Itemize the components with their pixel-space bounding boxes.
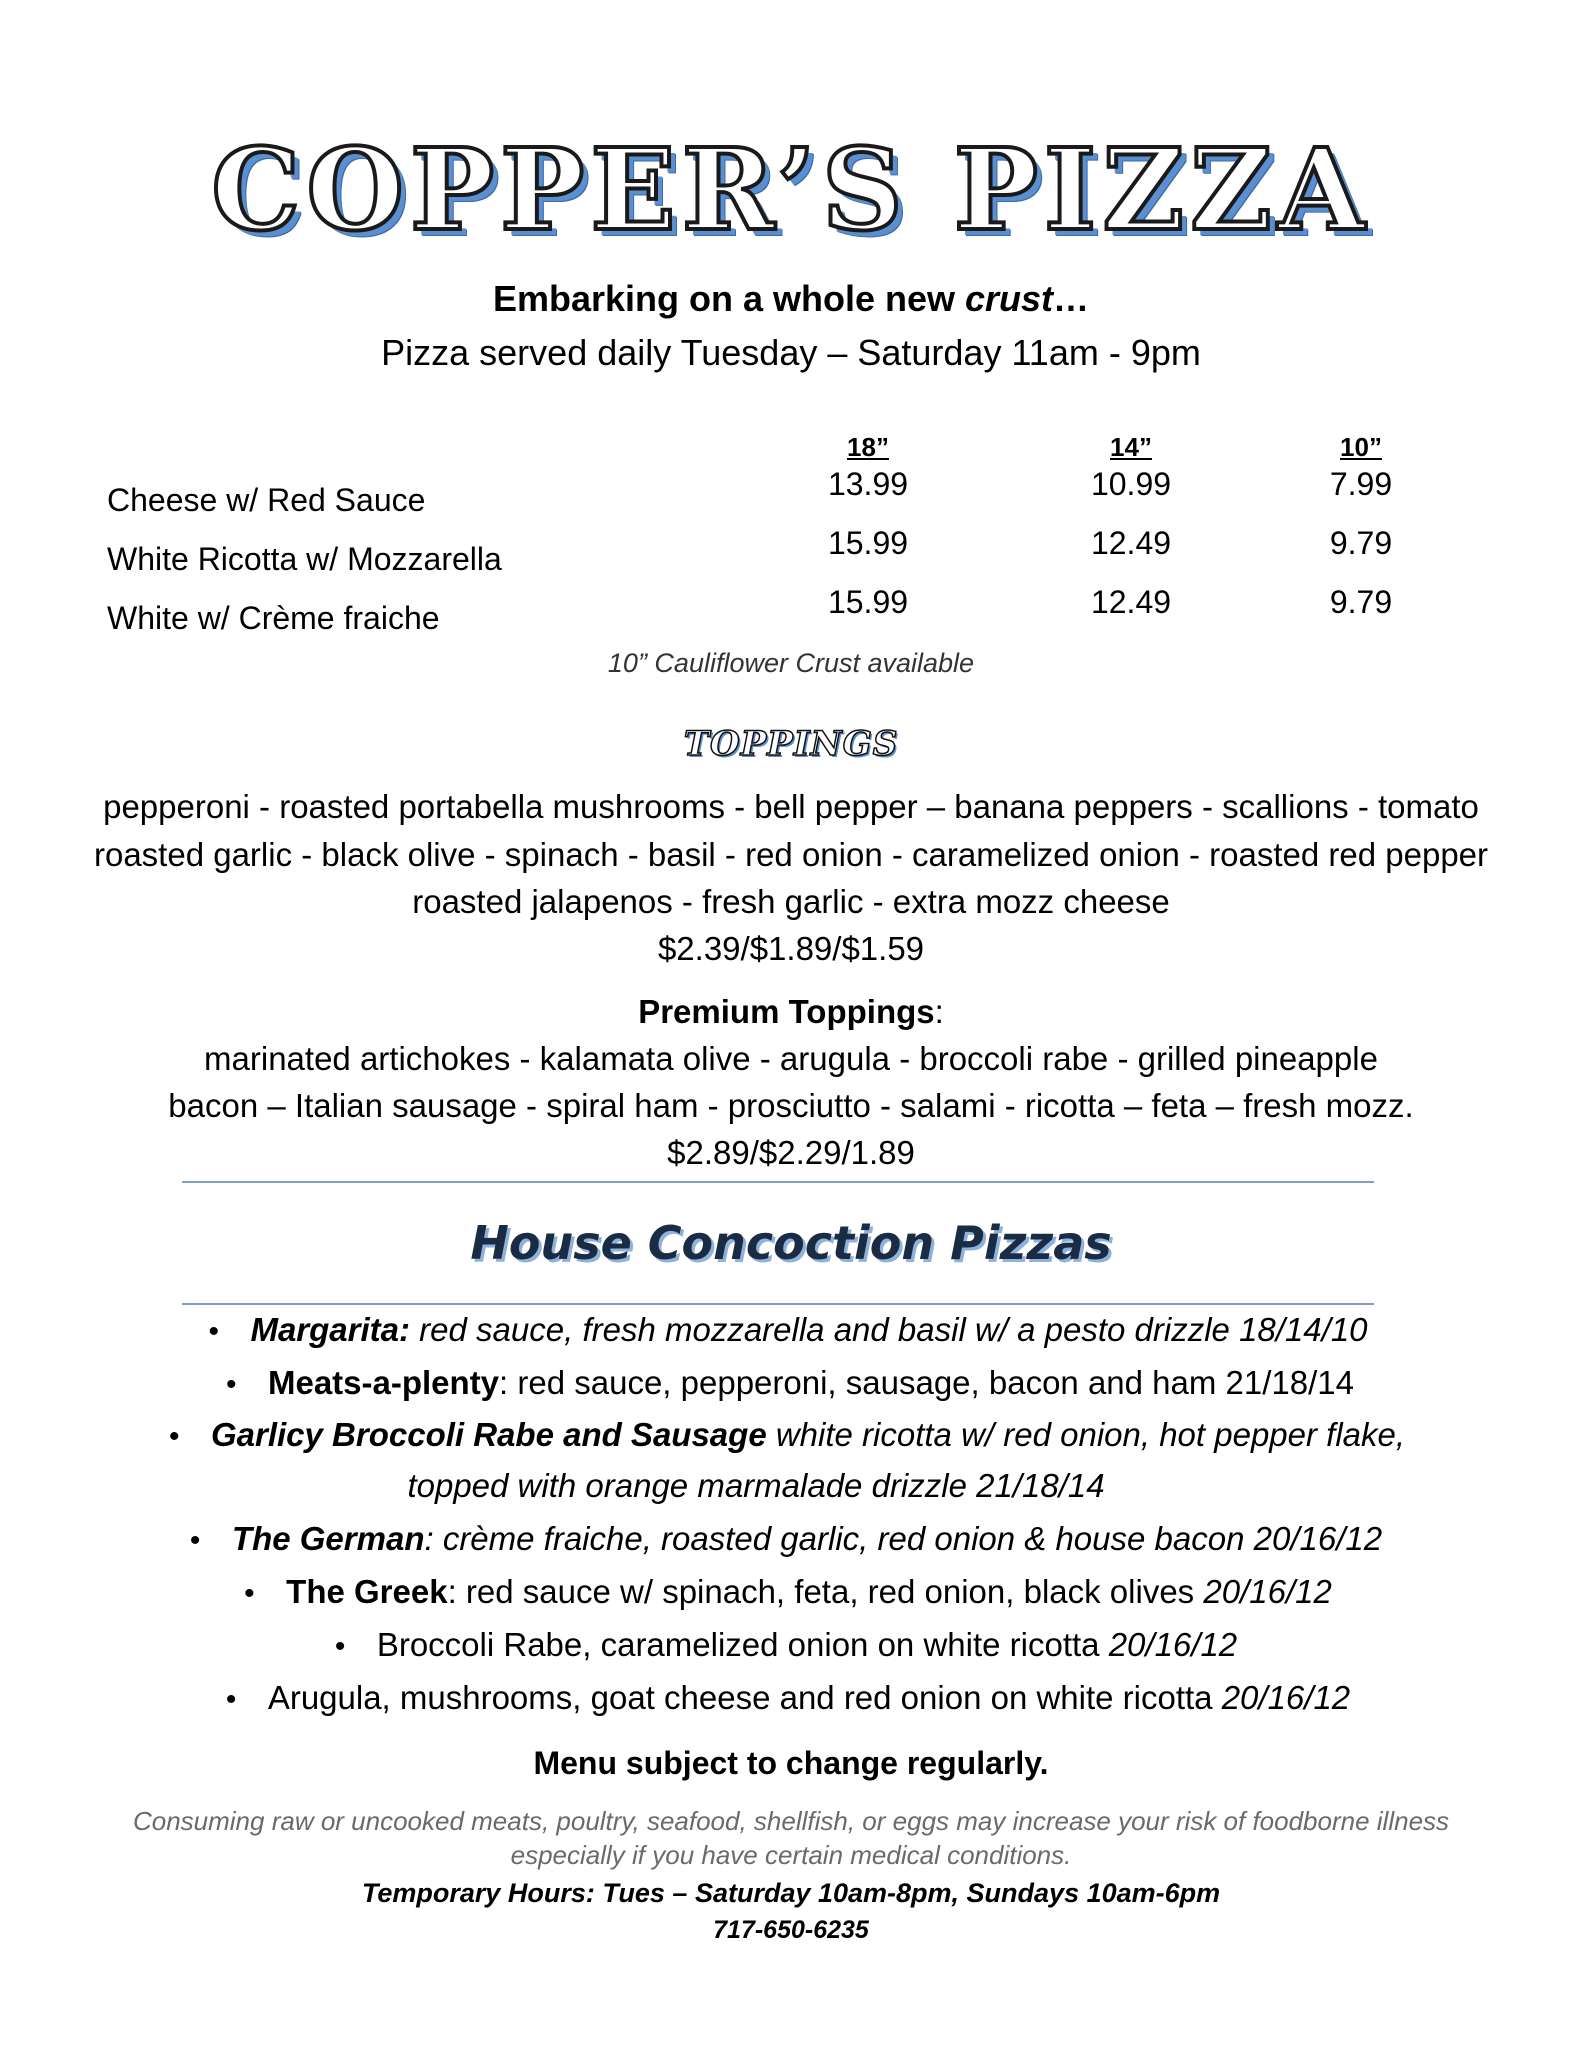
house-pizza-item	[0, 1416, 1578, 1454]
tagline	[0, 278, 1582, 320]
house-pizza-desc: Arugula, mushrooms, goat cheese and red onion on white ricotta	[267, 1679, 1222, 1716]
toppings-title: TOPPINGS	[683, 724, 899, 764]
toppings-line: pepperoni - roasted portabella mushrooms - bell pepper – banana peppers - scallions - tomato	[103, 788, 1479, 825]
bullet-icon: •	[168, 1420, 180, 1453]
pizza-name-cheese: Cheese w/ Red Sauce	[107, 482, 426, 518]
house-pizza-desc: white ricotta w/ red onion, hot pepper flake,	[766, 1416, 1406, 1453]
serving-hours: Pizza served daily Tuesday – Saturday 11am - 9pm	[381, 332, 1201, 373]
bullet-icon: •	[225, 1368, 237, 1401]
price-creme-10: 9.79	[1329, 584, 1393, 620]
bullet-icon: •	[225, 1683, 237, 1716]
price-cheese-18: 13.99	[827, 466, 909, 502]
divider-bottom	[182, 1303, 1374, 1305]
price-ricotta-18: 15.99	[827, 525, 909, 561]
house-pizza-name: The German	[231, 1520, 425, 1557]
house-pizza-name: Garlicy Broccoli Rabe and Sausage	[210, 1416, 767, 1453]
tagline-italic: crust	[965, 278, 1054, 319]
tagline-prefix: Embarking on a whole new	[492, 278, 966, 319]
bullet-icon: •	[208, 1315, 219, 1348]
temporary-hours: Temporary Hours: Tues – Saturday 10am-8pm, Sundays 10am-6pm	[361, 1878, 1221, 1908]
divider-top	[182, 1181, 1374, 1183]
premium-toppings-line: marinated artichokes - kalamata olive - arugula - broccoli rabe - grilled pineapple	[204, 1040, 1378, 1077]
house-pizza-desc: : red sauce w/ spinach, feta, red onion, black olives	[447, 1573, 1204, 1610]
house-pizza-desc: red sauce, fresh mozzarella and basil w/ a pesto drizzle 18/14/10	[410, 1311, 1368, 1348]
pizza-name-white-ricotta: White Ricotta w/ Mozzarella	[107, 541, 502, 577]
house-pizza-name: Margarita:	[250, 1311, 411, 1348]
house-pizzas-title: House Concoction Pizzas	[470, 1216, 1112, 1270]
house-pizza-desc: : red sauce, pepperoni, sausage, bacon and ham 21/18/14	[499, 1364, 1355, 1401]
premium-toppings-label: Premium Toppings	[638, 993, 935, 1030]
house-pizza-item	[0, 1364, 1581, 1402]
house-pizza-item	[0, 1311, 1579, 1349]
house-pizza-price: 20/16/12	[1108, 1626, 1238, 1663]
house-pizza-price: 20/16/12	[1203, 1573, 1332, 1610]
size-header-14: 14”	[1110, 432, 1152, 462]
toppings-price: $2.39/$1.89/$1.59	[657, 930, 925, 967]
bullet-icon: •	[334, 1630, 346, 1663]
size-header-18: 18”	[847, 432, 889, 462]
house-pizza-price: 20/16/12	[1221, 1679, 1351, 1716]
menu-change-notice: Menu subject to change regularly.	[533, 1745, 1049, 1781]
food-safety-warning: Consuming raw or uncooked meats, poultry, seafood, shellfish, or eggs may increase your risk of foodborne illness	[132, 1806, 1450, 1836]
premium-toppings-colon: :	[934, 993, 944, 1030]
size-header-10: 10”	[1340, 432, 1382, 462]
premium-toppings-price: $2.89/$2.29/1.89	[667, 1134, 915, 1171]
price-creme-18: 15.99	[827, 584, 909, 620]
price-cheese-14: 10.99	[1090, 466, 1172, 502]
toppings-line: roasted jalapenos - fresh garlic - extra mozz cheese	[412, 883, 1170, 920]
pizza-name-creme-fraiche: White w/ Crème fraiche	[107, 600, 440, 636]
house-pizza-name: The Greek	[286, 1573, 448, 1610]
house-pizza-item	[0, 1520, 1577, 1558]
house-pizza-name: Meats-a-plenty	[267, 1364, 500, 1401]
price-ricotta-10: 9.79	[1329, 525, 1393, 561]
house-pizza-item	[0, 1679, 1579, 1717]
price-cheese-10: 7.99	[1329, 466, 1393, 502]
premium-toppings-line: bacon – Italian sausage - spiral ham - prosciutto - salami - ricotta – feta – fresh mozz.	[168, 1087, 1414, 1124]
toppings-line: roasted garlic - black olive - spinach - basil - red onion - caramelized onion - roasted red pepper	[93, 836, 1489, 873]
food-safety-warning: especially if you have certain medical conditions.	[510, 1840, 1072, 1870]
premium-toppings-heading	[0, 993, 1582, 1031]
bullet-icon: •	[244, 1577, 255, 1610]
price-ricotta-14: 12.49	[1090, 525, 1172, 561]
bullet-icon: •	[189, 1524, 201, 1557]
restaurant-title: COPPER’S PIZZA	[211, 125, 1371, 256]
price-creme-14: 12.49	[1090, 584, 1172, 620]
house-pizza-desc-continued: topped with orange marmalade drizzle 21/18/14	[407, 1467, 1105, 1504]
phone-number: 717-650-6235	[713, 1916, 869, 1944]
house-pizza-item	[0, 1626, 1577, 1664]
house-pizza-desc: Broccoli Rabe, caramelized onion on white ricotta	[376, 1626, 1109, 1663]
tagline-suffix: …	[1053, 278, 1090, 319]
house-pizza-item	[0, 1573, 1579, 1611]
house-pizza-desc: : crème fraiche, roasted garlic, red onion & house bacon 20/16/12	[424, 1520, 1383, 1557]
cauliflower-note: 10” Cauliflower Crust available	[607, 648, 975, 678]
